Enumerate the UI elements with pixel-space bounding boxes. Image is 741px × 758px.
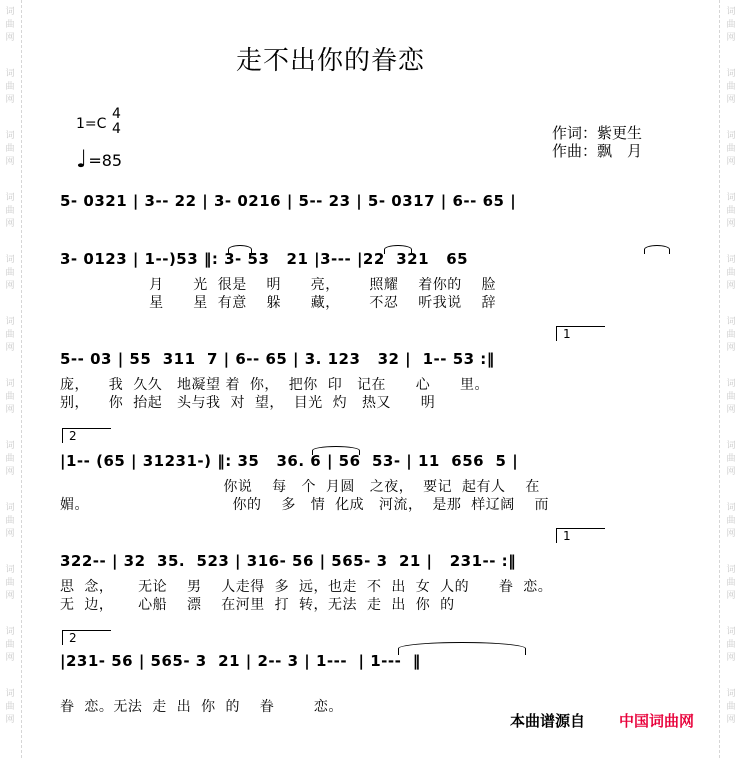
watermark-text: 词 曲 网 (726, 131, 736, 167)
watermark-text: 词 曲 网 (726, 7, 736, 43)
watermark-text: 词 曲 网 (5, 503, 15, 539)
watermark-text: 词 曲 网 (5, 689, 15, 725)
volta-label: 2 (69, 631, 77, 645)
score-line-6: |231- 56 | 565- 3 21 | 2-- 3 | 1--- | 1--- ‖ (60, 652, 421, 670)
watermark-text: 词 曲 网 (726, 503, 736, 539)
final-lyric-line: 眷 恋。无法 走 出 你 的 眷 恋。 (60, 699, 343, 715)
volta-2 (62, 428, 111, 443)
watermark-text: 词 曲 网 (726, 193, 736, 229)
lyric-line: 思 念， 无论 男 人走得 多 远，也走 不 出 女 人的 眷 恋。 (60, 579, 553, 595)
volta-label: 1 (563, 529, 571, 543)
volta-label: 2 (69, 429, 77, 443)
slur (398, 642, 526, 655)
time-signature-top: 4 (112, 106, 121, 122)
time-signature-bottom: 4 (112, 121, 121, 137)
score-line-4: |1-- (65 | 31231-) ‖: 35 36. 6 | 56 53- | 11 656 5 | (60, 452, 519, 470)
watermark-text: 词 曲 网 (726, 565, 736, 601)
composer-credit: 作曲：飘 月 (552, 142, 643, 160)
volta-2 (62, 630, 111, 645)
right-border (719, 0, 720, 758)
quarter-note-icon: ♩ (76, 145, 88, 173)
time-signature (112, 107, 121, 137)
tempo-marking (76, 145, 123, 173)
slur (228, 245, 252, 254)
watermark-text: 词 曲 网 (5, 317, 15, 353)
lyric-line: 媚。 你的 多 情 化成 河流， 是那 样辽阔 而 (60, 497, 550, 513)
watermark-text: 词 曲 网 (5, 7, 15, 43)
watermark-text: 词 曲 网 (5, 441, 15, 477)
lyric-line: 月 光 很是 明 亮， 照耀 着你的 脸 (60, 277, 497, 293)
score-line-1: 5- 0321 | 3-- 22 | 3- 0216 | 5-- 23 | 5- 0317 | 6-- 65 | (60, 192, 517, 210)
lyric-line: 你说 每 个 月圆 之夜， 要记 起有人 在 (60, 479, 540, 495)
left-border (21, 0, 22, 758)
source-label: 本曲谱源自 (510, 712, 586, 730)
slur (644, 245, 670, 254)
tempo-value: =85 (88, 151, 123, 170)
slur (312, 446, 360, 455)
volta-1 (556, 326, 605, 341)
watermark-text: 词 曲 网 (5, 193, 15, 229)
watermark-text: 词 曲 网 (726, 627, 736, 663)
song-title: 走不出你的眷恋 (236, 46, 426, 76)
lyric-line: 无 边， 心船 漂 在河里 打 转，无法 走 出 你 的 (60, 597, 455, 613)
watermark-text: 词 曲 网 (726, 255, 736, 291)
watermark-text: 词 曲 网 (5, 131, 15, 167)
lyric-line: 庞， 我 久久 地凝望 着 你， 把你 印 记在 心 里。 (60, 377, 489, 393)
watermark-text: 词 曲 网 (726, 441, 736, 477)
site-name[interactable]: 中国词曲网 (619, 712, 695, 730)
watermark-text: 词 曲 网 (726, 317, 736, 353)
watermark-text: 词 曲 网 (5, 69, 15, 105)
lyric-line: 别， 你 抬起 头与我 对 望， 目光 灼 热又 明 (60, 395, 436, 411)
lyric-line: 星 星 有意 躲 藏， 不忍 听我说 辞 (60, 295, 497, 311)
volta-1 (556, 528, 605, 543)
score-line-3: 5-- 03 | 55 311 7 | 6-- 65 | 3. 123 32 | 1-- 53 :‖ (60, 350, 495, 368)
watermark-text: 词 曲 网 (5, 379, 15, 415)
watermark-text: 词 曲 网 (726, 689, 736, 725)
watermark-text: 词 曲 网 (726, 379, 736, 415)
key-signature: 1=C (76, 116, 107, 132)
volta-label: 1 (563, 327, 571, 341)
watermark-text: 词 曲 网 (726, 69, 736, 105)
slur (384, 245, 412, 254)
score-line-5: 322-- | 32 35. 523 | 316- 56 | 565- 3 21 | 231-- :‖ (60, 552, 517, 570)
lyricist-credit: 作词：紫更生 (552, 124, 643, 142)
watermark-text: 词 曲 网 (5, 565, 15, 601)
watermark-text: 词 曲 网 (5, 255, 15, 291)
score-line-2: 3- 0123 | 1--)53 ‖: 3- 53 21 |3--- |22 321 65 (60, 250, 469, 268)
watermark-text: 词 曲 网 (5, 627, 15, 663)
